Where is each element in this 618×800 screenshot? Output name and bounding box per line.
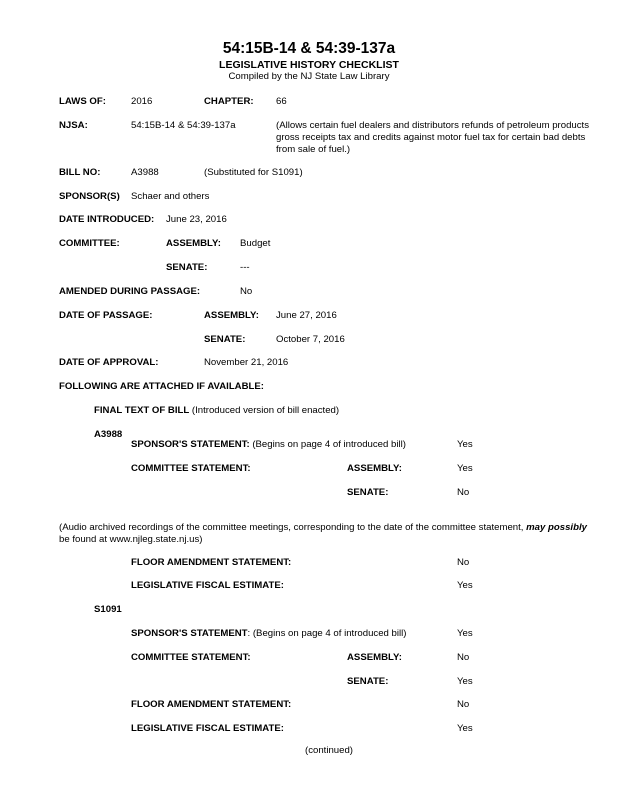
s1091-sponsor-line: [131, 628, 406, 640]
passage-senate-label: SENATE:: [204, 334, 246, 345]
njsa-value: 54:15B-14 & 54:39-137a: [131, 120, 236, 131]
sponsors-value: Schaer and others: [131, 191, 210, 202]
date-of-passage-label: DATE OF PASSAGE:: [59, 310, 153, 321]
date-of-approval-label: DATE OF APPROVAL:: [59, 357, 159, 368]
committee-assembly-value: Budget: [240, 238, 271, 249]
s1091-floor-value: No: [457, 699, 470, 710]
a3988-assembly-label: ASSEMBLY:: [347, 463, 402, 474]
audio-note-emphasis: may possibly: [526, 522, 587, 533]
a3988-assembly-value: Yes: [457, 463, 473, 474]
a3988-fiscal-value: Yes: [457, 580, 473, 591]
bill-no-label: BILL NO:: [59, 167, 101, 178]
chapter-value: 66: [276, 96, 287, 107]
a3988-committee-label: COMMITTEE STATEMENT:: [131, 463, 251, 474]
a3988-sponsor-value: Yes: [457, 439, 473, 450]
final-text-note: (Introduced version of bill enacted): [191, 405, 340, 416]
a3988-senate-value: No: [457, 487, 470, 498]
passage-senate-value: October 7, 2016: [276, 334, 345, 345]
s1091-floor-label: FLOOR AMENDMENT STATEMENT:: [131, 699, 292, 710]
a3988-sponsor-note: (Begins on page 4 of introduced bill): [252, 439, 406, 450]
date-of-approval-value: November 21, 2016: [204, 357, 289, 368]
chapter-label: CHAPTER:: [204, 96, 254, 107]
date-introduced-label: DATE INTRODUCED:: [59, 214, 155, 225]
njsa-label: NJSA:: [59, 120, 88, 131]
a3988-floor-label: FLOOR AMENDMENT STATEMENT:: [131, 557, 292, 568]
page-subtitle: LEGISLATIVE HISTORY CHECKLIST: [219, 59, 399, 71]
date-introduced-value: June 23, 2016: [166, 214, 227, 225]
amended-label: AMENDED DURING PASSAGE:: [59, 286, 201, 297]
page-title: 54:15B-14 & 54:39-137a: [222, 40, 396, 57]
final-text-line: [94, 405, 339, 417]
s1091-sponsor-value: Yes: [457, 628, 473, 639]
bill-no-value: A3988: [131, 167, 159, 178]
njsa-description: (Allows certain fuel dealers and distributors refunds of petroleum products gross receipts tax and credits against motor fuel tax for certain bad debts from sale of fuel.): [276, 120, 590, 155]
a3988-fiscal-label: LEGISLATIVE FISCAL ESTIMATE:: [131, 580, 284, 591]
audio-note-line1: [59, 522, 587, 534]
s1091-senate-value: Yes: [457, 676, 473, 687]
a3988-senate-label: SENATE:: [347, 487, 389, 498]
sponsors-label: SPONSOR(S): [59, 191, 120, 202]
s1091-label: S1091: [94, 604, 122, 615]
passage-assembly-label: ASSEMBLY:: [204, 310, 259, 321]
audio-note-part1: (Audio archived recordings of the committee meetings, corresponding to the date of the committee statement,: [59, 522, 524, 533]
s1091-assembly-label: ASSEMBLY:: [347, 652, 402, 663]
s1091-sponsor-label: SPONSOR'S STATEMENT: [131, 628, 248, 639]
s1091-fiscal-label: LEGISLATIVE FISCAL ESTIMATE:: [131, 723, 284, 734]
committee-assembly-label: ASSEMBLY:: [166, 238, 221, 249]
compiled-by: Compiled by the NJ State Law Library: [228, 71, 390, 82]
bill-no-note: (Substituted for S1091): [204, 167, 303, 178]
s1091-fiscal-value: Yes: [457, 723, 473, 734]
amended-value: No: [240, 286, 253, 297]
final-text-label: FINAL TEXT OF BILL: [94, 405, 190, 416]
a3988-sponsor-label: SPONSOR'S STATEMENT:: [131, 439, 250, 450]
s1091-assembly-value: No: [457, 652, 470, 663]
following-heading: FOLLOWING ARE ATTACHED IF AVAILABLE:: [59, 381, 264, 392]
a3988-sponsor-line: [131, 439, 406, 451]
continued-note: (continued): [305, 745, 353, 756]
laws-of-label: LAWS OF:: [59, 96, 106, 107]
passage-assembly-value: June 27, 2016: [276, 310, 337, 321]
committee-label: COMMITTEE:: [59, 238, 120, 249]
a3988-label: A3988: [94, 429, 123, 440]
s1091-senate-label: SENATE:: [347, 676, 389, 687]
laws-of-value: 2016: [131, 96, 153, 107]
s1091-sponsor-note: : (Begins on page 4 of introduced bill): [247, 628, 407, 639]
audio-note-part2: be found at www.njleg.state.nj.us): [59, 534, 203, 545]
committee-senate-value: ---: [240, 262, 250, 273]
a3988-floor-value: No: [457, 557, 470, 568]
s1091-committee-label: COMMITTEE STATEMENT:: [131, 652, 251, 663]
committee-senate-label: SENATE:: [166, 262, 208, 273]
